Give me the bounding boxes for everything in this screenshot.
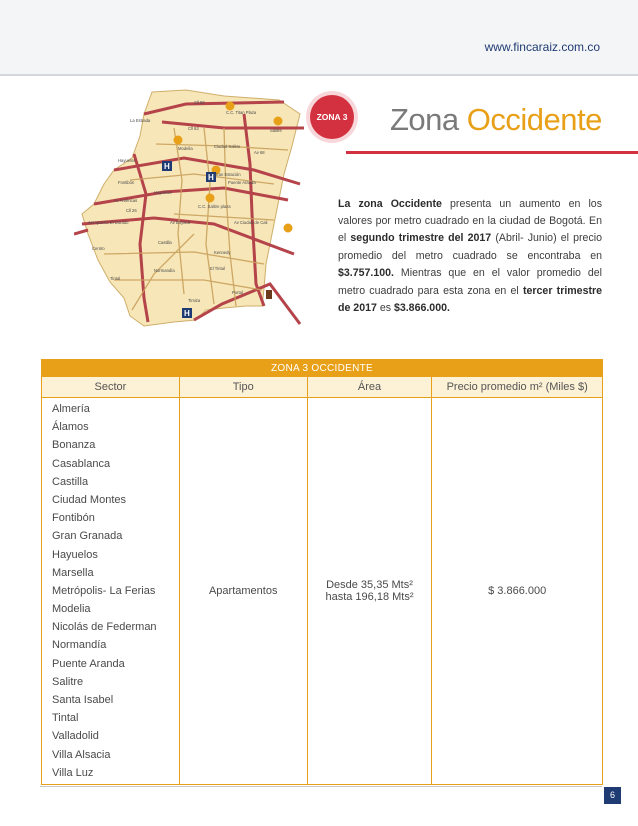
svg-text:H: H (164, 162, 170, 171)
map-label: Cll 26 (126, 208, 137, 213)
sector-item: Metrópolis- La Ferias (52, 584, 156, 597)
map-label: Portal (232, 290, 243, 295)
sector-item: Hayuelos (52, 548, 98, 561)
col-header-area: Área (307, 377, 432, 398)
intro-text: (Abril- Junio) el precio promedio del metro cuadrado se encontraba en (338, 232, 602, 262)
sector-item: Santa Isabel (52, 694, 114, 706)
map-label: Castilla (158, 240, 172, 245)
map-label: Ciudad Salitre (214, 144, 241, 149)
sector-item: Valladolid (52, 730, 99, 743)
map-label: Salitre (270, 128, 282, 133)
map-label: Gran Estación (214, 172, 241, 177)
map-label: Av Ciudad de Cali (234, 220, 268, 225)
map-label: Hayuelos (154, 190, 172, 195)
intro-bold: $3.866.000. (393, 302, 450, 315)
sector-item: Ciudad Montes (52, 493, 126, 506)
svg-text:H: H (208, 173, 214, 182)
page-number: 6 (604, 787, 621, 804)
sector-item: Salitre (52, 675, 84, 688)
map-label: Tintal (110, 276, 121, 281)
sector-item: Villa Luz (52, 766, 94, 779)
price-table (41, 359, 603, 785)
map-label: Modelia (178, 146, 193, 151)
sector-list (52, 400, 169, 782)
map-label: Normandía (154, 268, 175, 273)
intro-bold: tercer trimestre de 2017 (338, 284, 603, 315)
header-band (0, 0, 638, 76)
sector-item: Normandía (52, 639, 107, 652)
col-header-precio: Precio promedio m² (Miles $) (432, 377, 603, 398)
map-label: Av Américas (114, 198, 138, 203)
map-label: Kennedy (214, 250, 231, 255)
sector-item: Villa Alsacia (52, 748, 111, 761)
area-line-1: Desde 35,35 Mts² (326, 578, 413, 591)
title-part2: Occidente (466, 102, 602, 137)
col-header-tipo: Tipo (179, 377, 307, 398)
area-cell (307, 398, 432, 785)
sector-item: Tintal (52, 712, 79, 725)
intro-bold: La zona Occidente (338, 197, 442, 210)
table-title: ZONA 3 OCCIDENTE (42, 360, 603, 377)
page-title (390, 102, 602, 138)
intro-text: es (376, 302, 394, 315)
map-label: C.C. Salitre plaza (198, 204, 231, 209)
map-label: La Estrada (130, 118, 151, 123)
intro-bold: $3.757.100. (338, 267, 394, 280)
sector-item: Casablanca (52, 457, 111, 470)
svg-text:H: H (184, 309, 190, 318)
precio-cell: $ 3.866.000 (432, 398, 603, 785)
area-line-2: hasta 196,18 Mts² (325, 590, 414, 603)
sector-item: Gran Granada (52, 530, 123, 543)
sector-item: Marsella (52, 566, 94, 579)
sector-item: Álamos (52, 421, 89, 434)
tipo-cell: Apartamentos (179, 398, 307, 785)
intro-text: Mientras que en el valor promedio del metro cuadrado para esta zona en el (338, 267, 602, 297)
site-url[interactable]: www.fincaraiz.com.co (484, 40, 600, 54)
map-label: Fontibón (118, 180, 135, 185)
map-label: Av 68 (254, 150, 265, 155)
zona-badge: ZONA 3 (310, 95, 354, 139)
map-label: Cll 80 (194, 100, 205, 105)
sector-item: Puente Aranda (52, 657, 125, 670)
sector-item: Almería (52, 403, 90, 415)
intro-paragraph (338, 196, 602, 318)
sector-item: Fontibón (52, 512, 95, 525)
intro-bold: segundo trimestre del 2017 (350, 232, 492, 245)
map-label: El Tintal (210, 266, 225, 271)
sector-item: Nicolás de Federman (52, 621, 157, 634)
map-label: C.C. Titan Plaza (226, 110, 257, 115)
map-label: Centro (92, 246, 105, 251)
footer-rule (40, 786, 602, 787)
sector-item: Castilla (52, 475, 89, 488)
sector-item: Bonanza (52, 439, 96, 452)
map-label: Puente Aranda (228, 180, 256, 185)
map-label: Timiza (188, 298, 201, 303)
map-label: Aeropuerto El Dorado (88, 220, 129, 225)
zone-map-graphic (74, 84, 310, 334)
title-part1: Zona (390, 102, 459, 137)
title-rule (346, 151, 638, 154)
intro-text: presenta un aumento en los valores por metro cuadrado en la ciudad de Bogotá. En el (338, 197, 602, 245)
map-label: Av Boyacá (170, 220, 190, 225)
sector-cell (42, 398, 180, 785)
zone-map (74, 84, 310, 334)
sector-item: Modelia (52, 603, 91, 616)
map-label: Cll 63 (188, 126, 199, 131)
map-label: Hayuelos (118, 158, 136, 163)
col-header-sector: Sector (42, 377, 180, 398)
